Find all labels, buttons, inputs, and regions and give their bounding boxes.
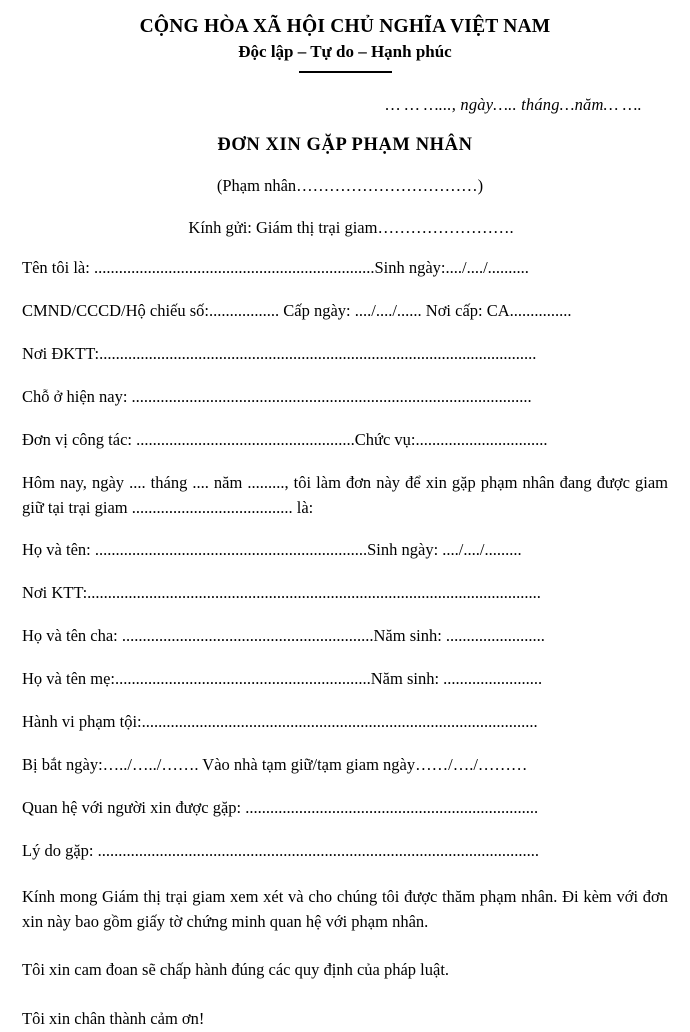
field-prisoner-mother-name[interactable]: Họ và tên mẹ:..............................................................Năm sinh: ........................ (22, 669, 543, 689)
page-title: ĐƠN XIN GẶP PHẠM NHÂN (217, 135, 473, 156)
national-title: CỘNG HÒA XÃ HỘI CHỦ NGHĨA VIỆT NAM (139, 16, 551, 37)
form-body (0, 256, 690, 1031)
header-divider-wrap (0, 71, 690, 73)
field-prisoner-full-name[interactable]: Họ và tên: ..................................................................Sinh ngày: ..../..../......... (22, 540, 522, 560)
national-motto: Độc lập – Tự do – Hạnh phúc (238, 42, 452, 62)
field-applicant-workplace[interactable]: Đơn vị công tác: .....................................................Chức vụ:................................ (22, 429, 548, 449)
date-place-line: … … …..., ngày….. tháng…năm… …. (385, 95, 642, 115)
field-applicant-permanent-address[interactable]: Nơi ĐKTT:.......................................................................................................... (22, 344, 537, 364)
field-applicant-id-document[interactable]: CMND/CCCD/Hộ chiếu số:................. Cấp ngày: ..../..../...... Nơi cấp: CA............... (22, 301, 572, 321)
header-divider (299, 71, 392, 73)
statement-line-2: được giam giữ tại trại giam ....................................... là: (22, 472, 669, 517)
field-prisoner-offence[interactable]: Hành vi phạm tội:................................................................................................ (22, 712, 538, 732)
recipient-line: Kính gửi: Giám thị trại giam……………………. (188, 218, 514, 238)
statement-paragraph (22, 471, 668, 521)
field-prisoner-residence[interactable]: Nơi KTT:.............................................................................................................. (22, 583, 541, 603)
field-relationship-to-prisoner[interactable]: Quan hệ với người xin được gặp: ....................................................................... (22, 797, 539, 817)
closing-thanks-paragraph: Tôi xin chân thành cảm ơn! (22, 1009, 205, 1029)
statement-line-1: Hôm nay, ngày .... tháng .... năm ........., tôi làm đơn này để xin gặp phạm nhân đang (22, 472, 592, 492)
field-prisoner-arrest-date[interactable]: Bị bắt ngày:…../…../……. Vào nhà tạm giữ/tạm giam ngày……/…./……… (22, 755, 528, 774)
field-applicant-name[interactable]: Tên tôi là: ....................................................................Sinh ngày:..../..../.......... (22, 258, 529, 278)
closing-request-paragraph: Kính mong Giám thị trại giam xem xét và cho chúng tôi được thăm phạm nhân. Đi kèm với đơn xin này bao gồm giấy tờ chứng minh quan hệ với phạm nhân. (22, 886, 668, 931)
field-applicant-current-address[interactable]: Chỗ ở hiện nay: ................................................................................................. (22, 387, 532, 407)
national-header (0, 0, 690, 73)
prisoner-name-subtitle: (Phạm nhân……………………………) (216, 176, 484, 196)
field-visit-reason[interactable]: Lý do gặp: ........................................................................................................... (22, 840, 539, 860)
field-prisoner-father-name[interactable]: Họ và tên cha: .............................................................Năm sinh: ........................ (22, 626, 545, 646)
closing-commitment-paragraph: Tôi xin cam đoan sẽ chấp hành đúng các quy định của pháp luật. (22, 960, 450, 980)
